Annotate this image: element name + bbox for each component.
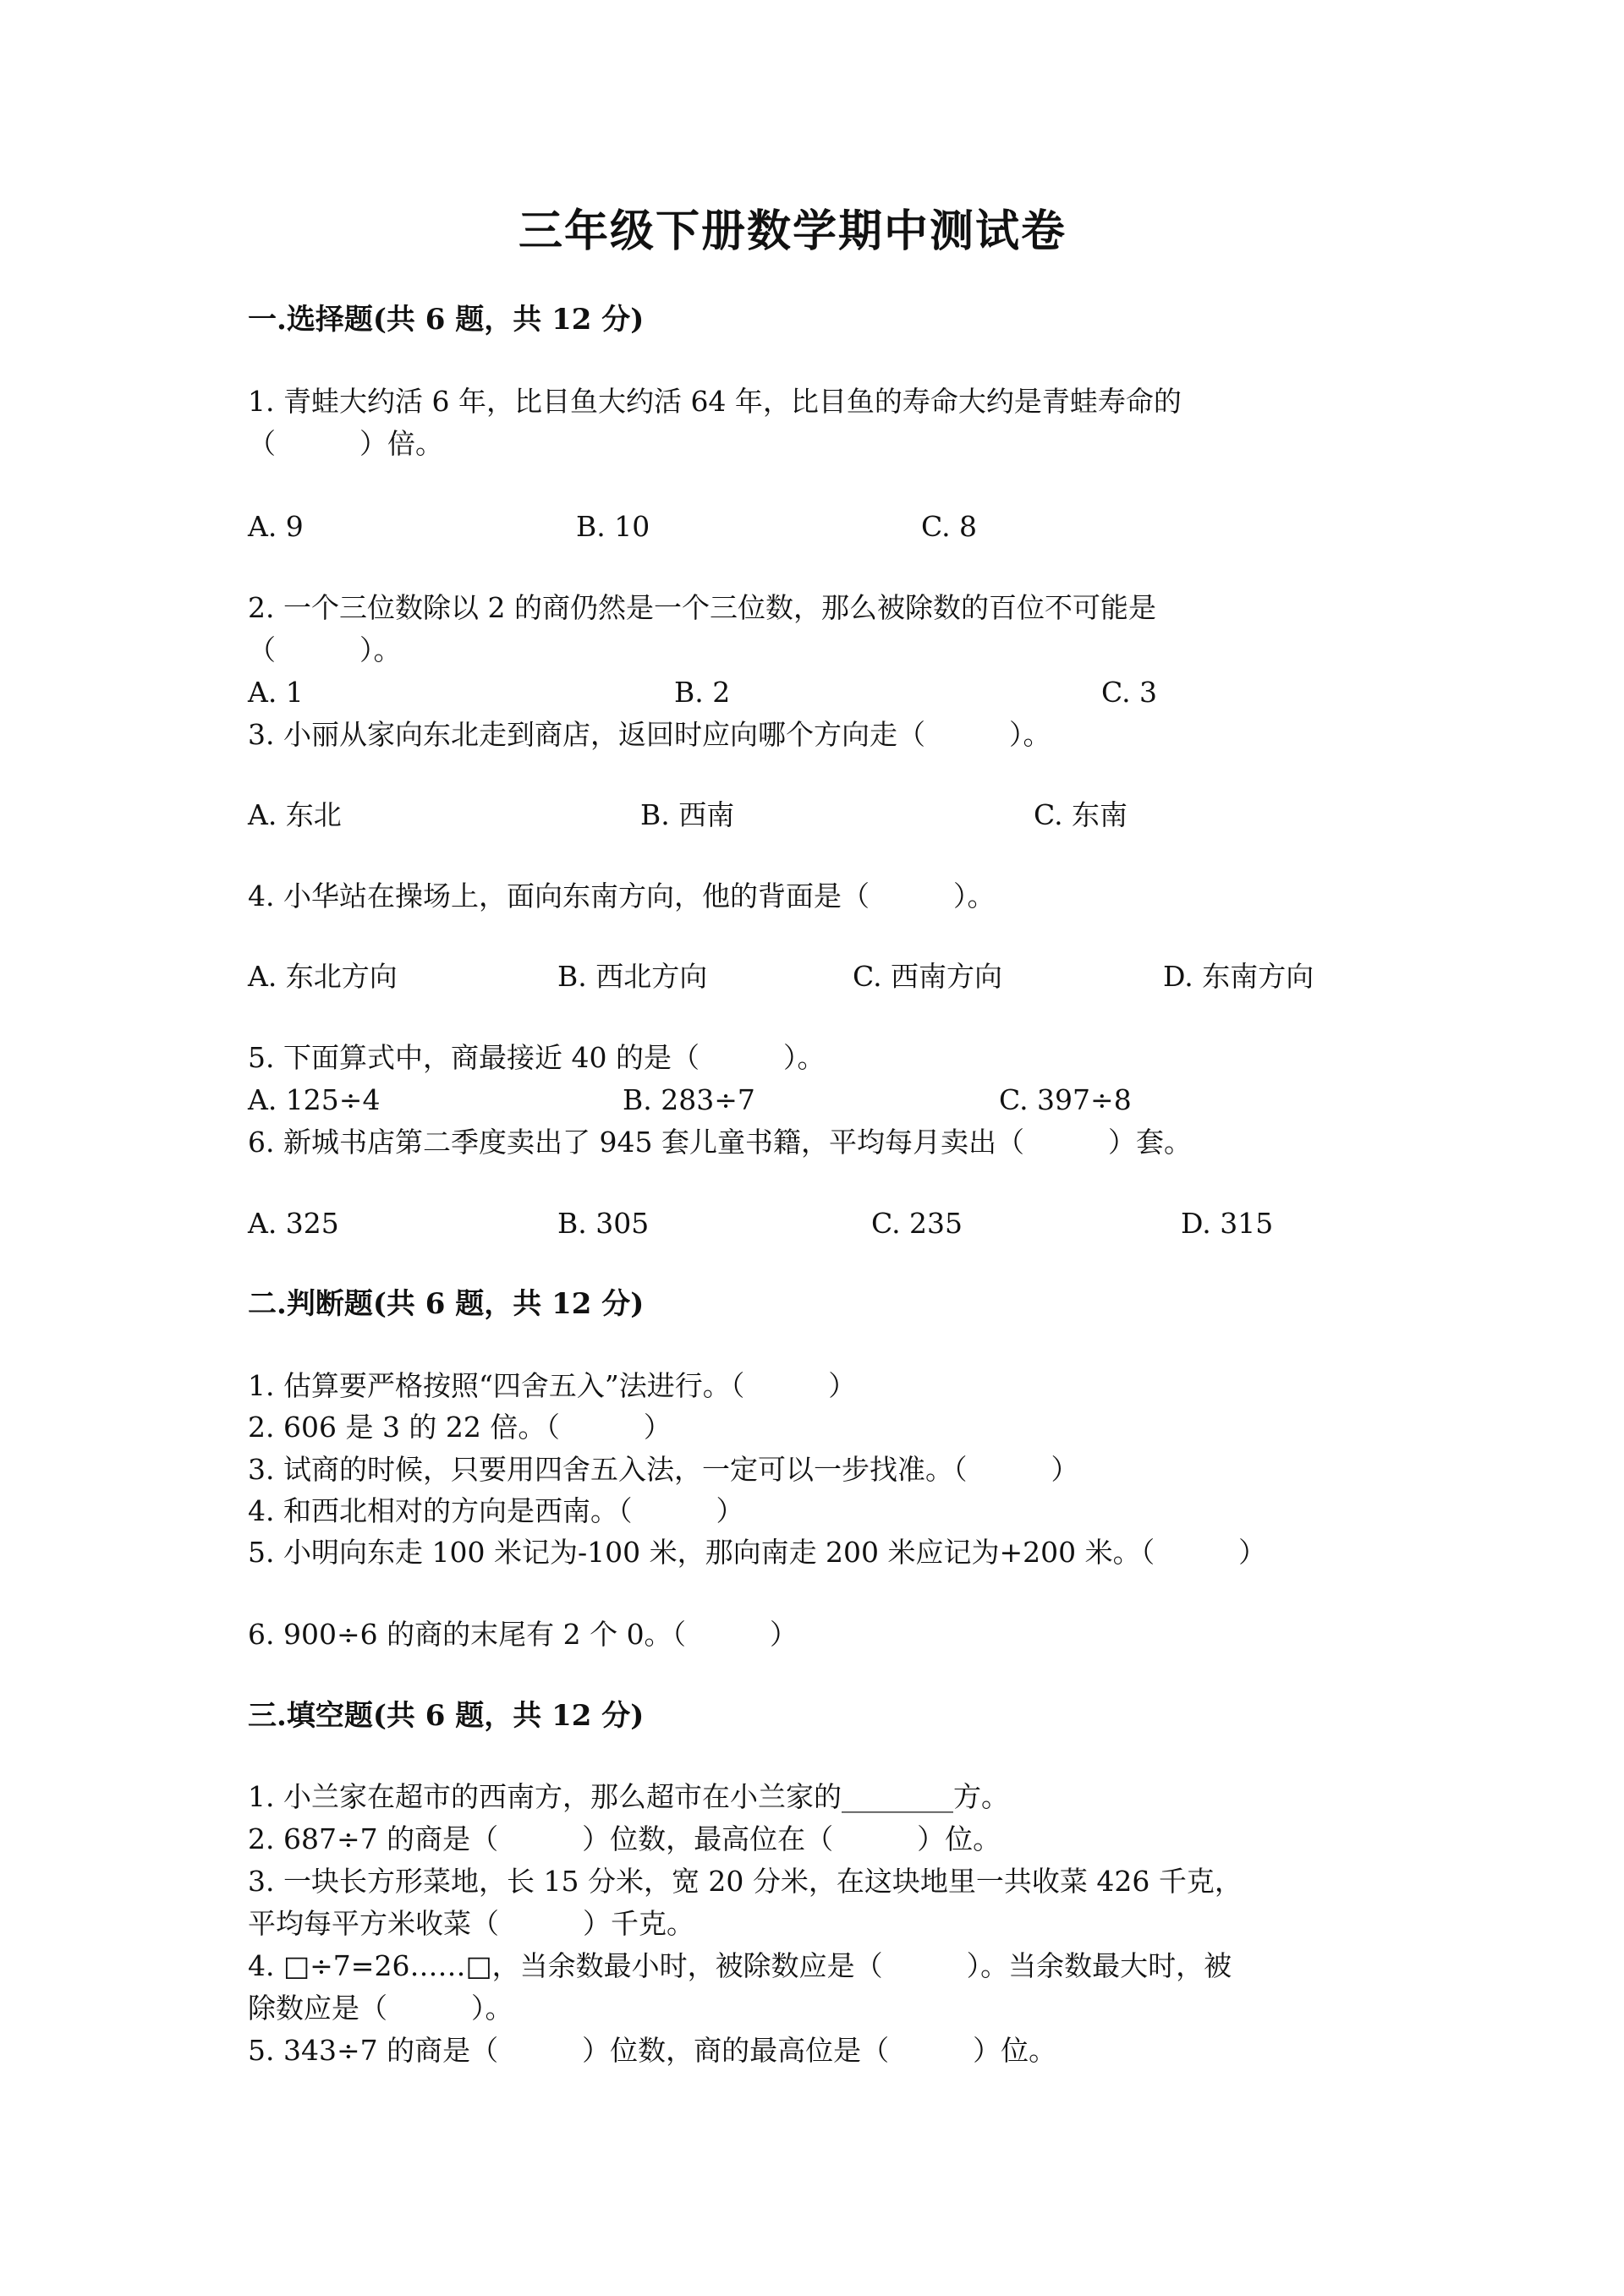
statement-text: 5. 小明向东走 100 米记为-100 米，那向南走 200 米应记为+200 米。（ ） — [248, 1536, 1267, 1569]
answer-option: B. 2 — [674, 676, 731, 709]
answer-option: D. 东南方向 — [1163, 960, 1314, 993]
answer-option: A. 325 — [248, 1207, 339, 1240]
answer-option: A. 1 — [248, 676, 304, 709]
question-text: 6. 新城书店第二季度卖出了 945 套儿童书籍，平均每月卖出（ ）套。 — [248, 1126, 1192, 1159]
answer-option: B. 西南 — [640, 798, 735, 831]
section-header-fill-blank: 三.填空题(共 6 题，共 12 分) — [248, 1699, 645, 1733]
question-text: 5. 343÷7 的商是（ ）位数，商的最高位是（ ）位。 — [248, 2034, 1057, 2067]
answer-option: B. 西北方向 — [557, 960, 708, 993]
answer-option: A. 9 — [248, 510, 304, 543]
answer-option: C. 8 — [921, 510, 978, 543]
answer-option: A. 125÷4 — [248, 1083, 381, 1116]
question-text: 平均每平方米收菜（ ）千克。 — [248, 1907, 694, 1940]
answer-option: C. 397÷8 — [999, 1083, 1132, 1116]
question-text: 2. 一个三位数除以 2 的商仍然是一个三位数，那么被除数的百位不可能是 — [248, 591, 1156, 624]
answer-option: A. 东北方向 — [248, 960, 398, 993]
question-text: 除数应是（ ）。 — [248, 1992, 513, 2025]
statement-text: 3. 试商的时候，只要用四舍五入法，一定可以一步找准。（ ） — [248, 1453, 1079, 1486]
answer-option: B. 10 — [576, 510, 650, 543]
statement-text: 6. 900÷6 的商的末尾有 2 个 0。（ ） — [248, 1618, 798, 1651]
section-header-judgement: 二.判断题(共 6 题，共 12 分) — [248, 1287, 645, 1321]
answer-option: B. 305 — [557, 1207, 650, 1240]
question-text: 3. 一块长方形菜地，长 15 分米，宽 20 分米，在这块地里一共收菜 426 千克， — [248, 1865, 1243, 1898]
statement-text: 2. 606 是 3 的 22 倍。（ ） — [248, 1411, 672, 1444]
answer-option: B. 283÷7 — [623, 1083, 755, 1116]
answer-option: C. 3 — [1101, 676, 1158, 709]
answer-option: C. 西南方向 — [853, 960, 1003, 993]
question-text: 1. 青蛙大约活 6 年，比目鱼大约活 64 年，比目鱼的寿命大约是青蛙寿命的 — [248, 385, 1182, 418]
question-text: （ ）倍。 — [248, 427, 443, 460]
answer-option: C. 东南 — [1034, 798, 1128, 831]
statement-text: 4. 和西北相对的方向是西南。（ ） — [248, 1494, 744, 1527]
question-text: 3. 小丽从家向东北走到商店，返回时应向哪个方向走（ ）。 — [248, 718, 1051, 751]
page-title: 三年级下册数学期中测试卷 — [518, 205, 1067, 257]
question-text: 4. □÷7=26……□，当余数最小时，被除数应是（ ）。当余数最大时，被 — [248, 1949, 1232, 1982]
question-text: 2. 687÷7 的商是（ ）位数，最高位在（ ）位。 — [248, 1822, 1001, 1855]
answer-option: C. 235 — [871, 1207, 963, 1240]
answer-option: A. 东北 — [248, 798, 342, 831]
statement-text: 1. 估算要严格按照“四舍五入”法进行。（ ） — [248, 1369, 857, 1402]
question-text: （ ）。 — [248, 633, 402, 666]
question-text: 5. 下面算式中，商最接近 40 的是（ ）。 — [248, 1041, 826, 1074]
answer-option: D. 315 — [1181, 1207, 1274, 1240]
section-header-choice: 一.选择题(共 6 题，共 12 分) — [248, 303, 645, 337]
question-text: 4. 小华站在操场上，面向东南方向，他的背面是（ ）。 — [248, 879, 996, 912]
question-text: 1. 小兰家在超市的西南方，那么超市在小兰家的________方。 — [248, 1780, 1009, 1813]
